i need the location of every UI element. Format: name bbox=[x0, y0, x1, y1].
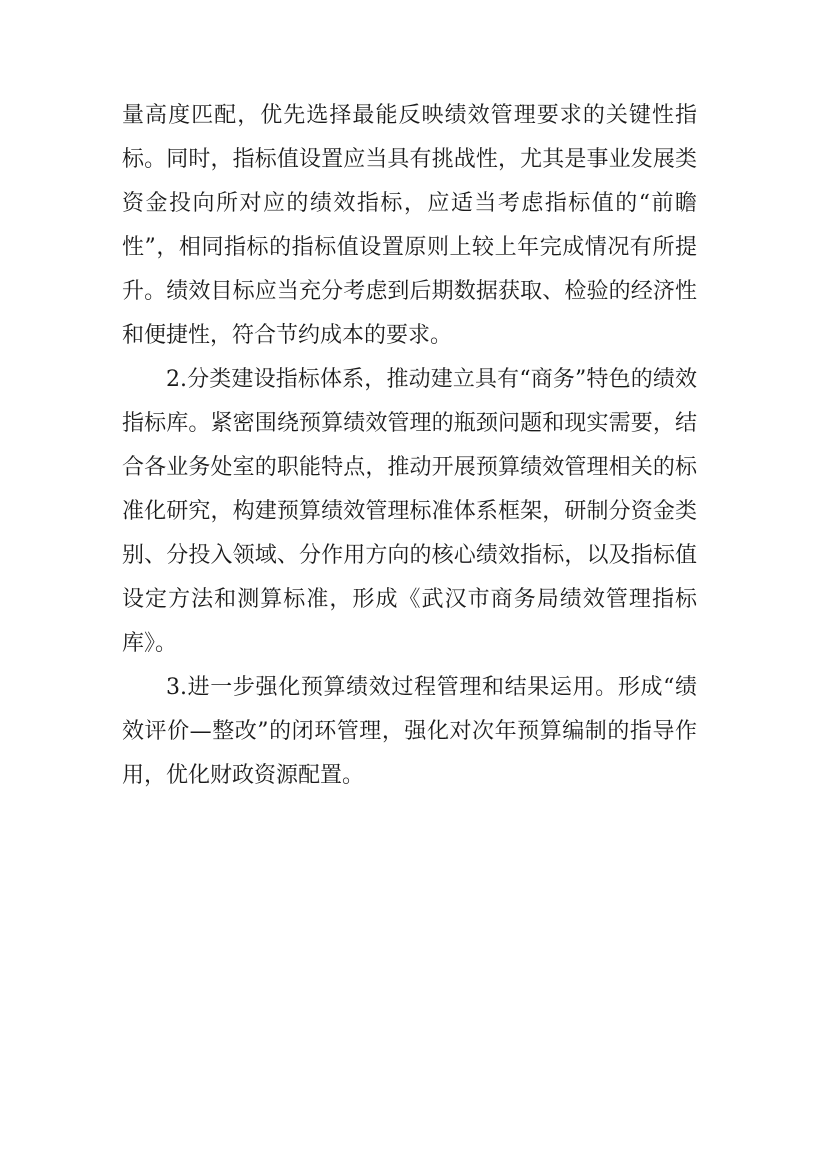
paragraph-continuation: 量高度匹配，优先选择最能反映绩效管理要求的关键性指标。同时，指标值设置应当具有挑战性，尤其是事业发展类资金投向所对应的绩效指标，应适当考虑指标值的“前瞻性”，相同指标的指标值设置原则上较上年完成情况有所提升。绩效目标应当充分考虑到后期数据获取、检验的经济性和便捷性，符合节约成本的要求。 bbox=[122, 103, 697, 348]
document-body bbox=[122, 94, 697, 798]
paragraph-item-3: 3.进一步强化预算绩效过程管理和结果运用。形成“绩效评价—整改”的闭环管理，强化对次年预算编制的指导作用，优化财政资源配置。 bbox=[122, 675, 697, 788]
paragraph-item-2: 2.分类建设指标体系，推动建立具有“商务”特色的绩效指标库。紧密围绕预算绩效管理的瓶颈问题和现实需要，结合各业务处室的职能特点，推动开展预算绩效管理相关的标准化研究，构建预算绩效管理标准体系框架，研制分资金类别、分投入领域、分作用方向的核心绩效指标，以及指标值设定方法和测算标准，形成《武汉市商务局绩效管理指标库》。 bbox=[122, 367, 697, 656]
